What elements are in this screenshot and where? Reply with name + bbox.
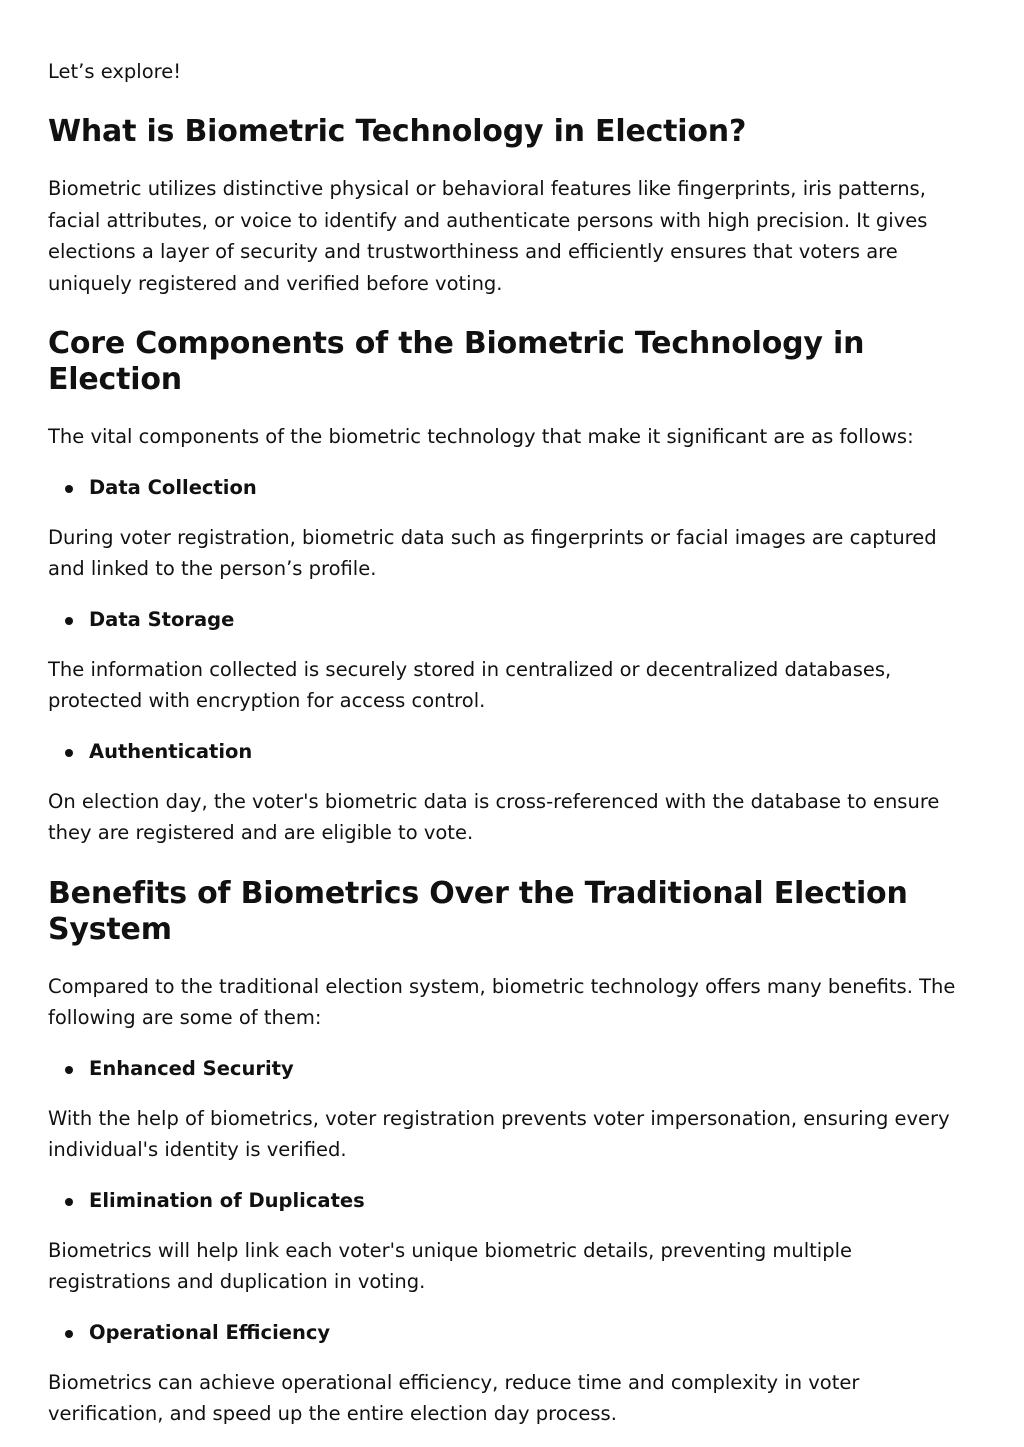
list-item-title: Data Storage xyxy=(89,607,235,631)
list-item-description: Biometrics can achieve operational efficiency, reduce time and complexity in voter verification, and speed up the entire election day process. xyxy=(48,1370,860,1425)
list-item-description: With the help of biometrics, voter registration prevents voter impersonation, ensuring every individual's identity is verified. xyxy=(48,1106,950,1161)
section-paragraph-what-is: Biometric utilizes distinctive physical or behavioral features like fingerprints, iris patterns, facial attributes, or voice to identify and authenticate persons with high precision. It gives elections a layer of security and trustworthiness and efficiently ensures that voters are uniquely registered and verified before voting. xyxy=(48,177,928,295)
list-item-title: Elimination of Duplicates xyxy=(89,1188,365,1212)
list-item-title: Enhanced Security xyxy=(89,1056,294,1080)
list-item-elimination-of-duplicates xyxy=(48,1186,976,1216)
bullet-icon xyxy=(65,1330,73,1338)
section-paragraph-core-components: The vital components of the biometric technology that make it significant are as follows: xyxy=(48,425,914,448)
list-item-data-storage xyxy=(48,605,976,635)
list-item-data-collection xyxy=(48,473,976,503)
bullet-icon xyxy=(65,617,73,625)
list-item-description: Biometrics will help link each voter's unique biometric details, preventing multiple registrations and duplication in voting. xyxy=(48,1238,853,1293)
bullet-icon xyxy=(65,749,73,757)
intro-text: Let’s explore! xyxy=(48,60,182,83)
list-item-enhanced-security xyxy=(48,1054,976,1084)
list-item-operational-efficiency xyxy=(48,1318,976,1348)
list-item-authentication xyxy=(48,737,976,767)
list-item-title: Data Collection xyxy=(89,475,257,499)
bullet-icon xyxy=(65,485,73,493)
section-paragraph-benefits: Compared to the traditional election system, biometric technology offers many benefits. The following are some of them: xyxy=(48,974,956,1029)
section-heading-what-is: What is Biometric Technology in Election? xyxy=(48,114,747,149)
list-item-description: On election day, the voter's biometric data is cross-referenced with the database to ensure they are registered and are eligible to vote. xyxy=(48,789,940,844)
section-heading-benefits: Benefits of Biometrics Over the Traditional Election System xyxy=(48,875,908,947)
list-item-description: The information collected is securely stored in centralized or decentralized databases, protected with encryption for access control. xyxy=(48,657,892,712)
section-heading-core-components: Core Components of the Biometric Technology in Election xyxy=(48,326,865,397)
list-item-description: During voter registration, biometric data such as fingerprints or facial images are captured and linked to the person’s profile. xyxy=(48,525,937,580)
list-item-title: Authentication xyxy=(89,739,253,763)
bullet-icon xyxy=(65,1066,73,1074)
bullet-icon xyxy=(65,1198,73,1206)
list-item-title: Operational Efficiency xyxy=(89,1320,331,1344)
